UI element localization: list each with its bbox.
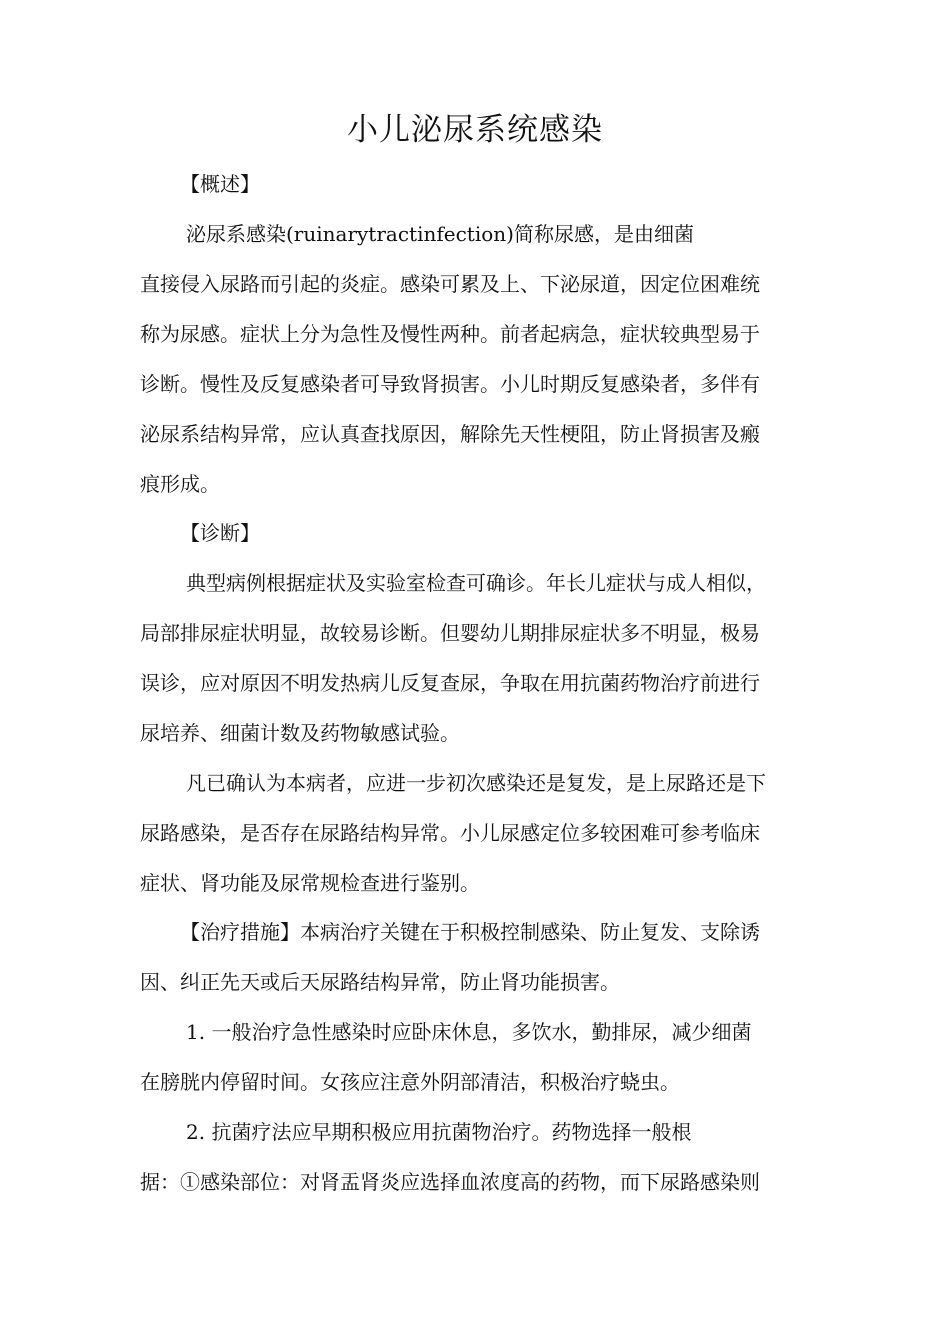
section-heading-diagnosis: 【诊断】: [180, 521, 260, 545]
section-heading-treatment: 【治疗措施】本病治疗关键在于积极控制感染、防止复发、支除诱: [180, 920, 760, 944]
list-item-line: 2. 抗菌疗法应早期积极应用抗菌物治疗。药物选择一般根: [186, 1120, 692, 1144]
paragraph-line: 泌尿系感染(ruinarytractinfection)简称尿感，是由细菌: [186, 222, 694, 246]
paragraph-line: 症状、肾功能及尿常规检查进行鉴别。: [140, 871, 480, 895]
section-heading-overview: 【概述】: [180, 172, 260, 196]
paragraph-line: 因、纠正先天或后天尿路结构异常，防止肾功能损害。: [140, 970, 620, 994]
paragraph-line: 凡已确认为本病者，应进一步初次感染还是复发，是上尿路还是下: [186, 771, 766, 795]
paragraph-line: 尿路感染，是否存在尿路结构异常。小儿尿感定位多较困难可参考临床: [140, 821, 760, 845]
paragraph-line: 据：①感染部位：对肾盂肾炎应选择血浓度高的药物，而下尿路感染则: [140, 1170, 760, 1194]
paragraph-line: 尿培养、细菌计数及药物敏感试验。: [140, 721, 460, 745]
paragraph-line: 局部排尿症状明显，故较易诊断。但婴幼儿期排尿症状多不明显，极易: [140, 621, 760, 645]
paragraph-line: 称为尿感。症状上分为急性及慢性两种。前者起病急，症状较典型易于: [140, 322, 760, 346]
paragraph-line: 诊断。慢性及反复感染者可导致肾损害。小儿时期反复感染者，多伴有: [140, 372, 760, 396]
paragraph-line: 误诊，应对原因不明发热病儿反复查尿，争取在用抗菌药物治疗前进行: [140, 671, 760, 695]
paragraph-line: 典型病例根据症状及实验室检查可确诊。年长儿症状与成人相似，: [186, 571, 766, 595]
document-title: 小儿泌尿系统感染: [347, 112, 603, 148]
list-item-line: 1. 一般治疗急性感染时应卧床休息，多饮水，勤排尿，减少细菌: [186, 1020, 752, 1044]
paragraph-line: 直接侵入尿路而引起的炎症。感染可累及上、下泌尿道，因定位困难统: [140, 272, 760, 296]
paragraph-line: 在膀胱内停留时间。女孩应注意外阴部清洁，积极治疗蛲虫。: [140, 1070, 680, 1094]
paragraph-line: 泌尿系结构异常，应认真查找原因，解除先天性梗阻，防止肾损害及瘢: [140, 422, 760, 446]
paragraph-line: 痕形成。: [140, 472, 220, 496]
